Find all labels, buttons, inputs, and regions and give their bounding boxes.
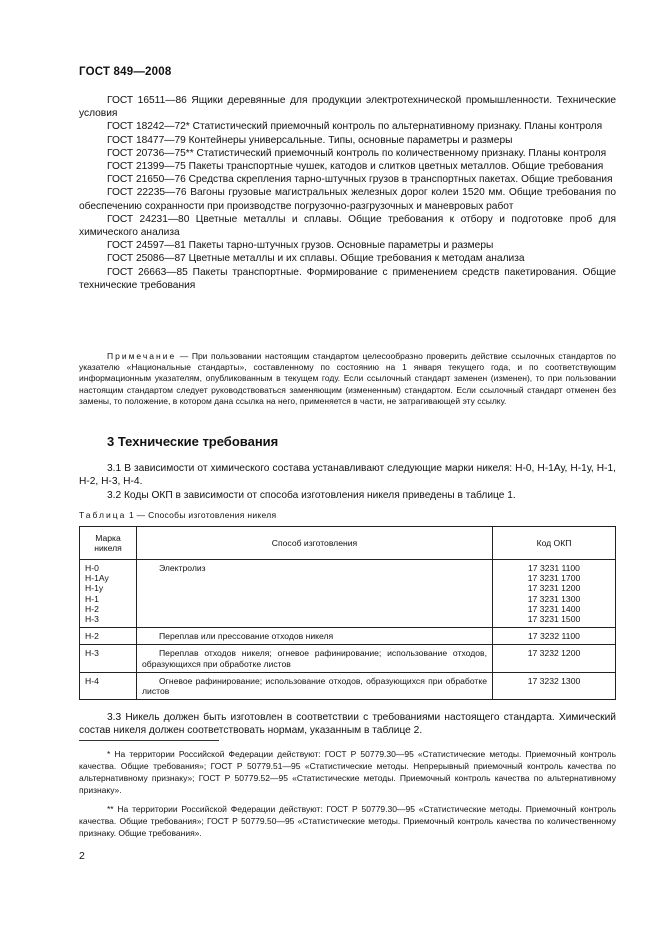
reference-item: ГОСТ 24231—80 Цветные металлы и сплавы. Общие требования к отбору и подготовке проб для химического анализа <box>79 213 616 239</box>
footnote: * На территории Российской Федерации действуют: ГОСТ Р 50779.30—95 «Статистические методы. Приемочный контроль качества. Общие требования»; ГОСТ Р 50779.51—95 «Статистические методы. Непрерывный приемочный контроль качества по альтернативному признаку»; ГОСТ Р 50779.52—95 «Статистические методы. Приемочный контроль качества по альтернативному признаку». <box>79 749 616 795</box>
reference-item: ГОСТ 24597—81 Пакеты тарно-штучных грузов. Основные параметры и размеры <box>107 240 494 252</box>
cell-code: 17 3232 1200 <box>493 645 616 672</box>
header-grade: Марка никеля <box>80 527 137 560</box>
footnotes <box>79 748 616 846</box>
cell-code: 17 3231 1100 17 3231 1700 17 3231 1200 17 3231 1300 17 3231 1400 17 3231 1500 <box>493 560 616 628</box>
table-header-row <box>80 527 616 560</box>
cell-grade: Н-3 <box>80 645 137 672</box>
reference-item: ГОСТ 21399—75 Пакеты транспортные чушек, катодов и слитков цветных металлов. Общие требования <box>107 161 604 173</box>
normative-references-list <box>79 94 616 292</box>
cell-grade: Н-0 Н-1Ау Н-1у Н-1 Н-2 Н-3 <box>80 560 137 628</box>
table-caption <box>79 510 276 520</box>
note-text: — При пользовании настоящим стандартом целесообразно проверить действие ссылочных стандартов по указателю «Национальные стандарты», составленному по состоянию на 1 января текущего года, и по соответствующим информационным указателям, опубликованным в текущем году. Если ссылочный стандарт заменен (изменен), то при пользовании настоящим стандартом следует руководствоваться заменяющим (измененным) стандартом. Если ссылочный стандарт отменен без замены, то положение, в котором дана ссылка на него, применяется в части, не затрагивающей эту ссылку. <box>79 351 616 406</box>
cell-method: Переплав или прессование отходов никеля <box>137 628 493 645</box>
cell-grade: Н-4 <box>80 672 137 699</box>
section-title: 3 Технические требования <box>107 434 279 449</box>
footnote-divider <box>79 740 219 741</box>
reference-item: ГОСТ 20736—75** Статистический приемочный контроль по количественному признаку. Планы контроля <box>107 147 607 159</box>
reference-item: ГОСТ 21650—76 Средства скрепления тарно-штучных грузов в транспортных пакетах. Общие требования <box>107 174 613 186</box>
section-body <box>79 462 616 502</box>
cell-method: Электролиз <box>137 560 493 628</box>
table-caption-label: Таблица <box>79 510 127 520</box>
paragraph: 3.3 Никель должен быть изготовлен в соответствии с требованиями настоящего стандарта. Химический состав никеля должен соответствовать нормам, указанным в таблице 2. <box>79 712 616 737</box>
paragraph: 3.2 Коды ОКП в зависимости от способа изготовления никеля приведены в таблице 1. <box>107 489 516 501</box>
header-method: Способ изготовления <box>137 527 493 560</box>
table-row <box>80 628 616 645</box>
cell-method: Огневое рафинирование; использование отходов, образующихся при обработке листов <box>137 672 493 699</box>
reference-item: ГОСТ 18242—72* Статистический приемочный контроль по альтернативному признаку. Планы контроля <box>107 121 603 133</box>
page-number: 2 <box>79 850 85 862</box>
footnote: ** На территории Российской Федерации действуют: ГОСТ Р 50779.30—95 «Статистические методы. Приемочный контроль качества. Общие требования»; ГОСТ Р 50779.50—95 «Статистические методы. Приемочный контроль качества по количественному признаку. Общие требования». <box>79 804 616 838</box>
note-label: Примечание <box>107 351 177 361</box>
table-row <box>80 645 616 672</box>
table-row <box>80 672 616 699</box>
cell-code: 17 3232 1300 <box>493 672 616 699</box>
cell-grade: Н-2 <box>80 628 137 645</box>
page-header: ГОСТ 849—2008 <box>79 66 172 78</box>
nickel-production-table <box>79 526 616 700</box>
reference-item: ГОСТ 22235—76 Вагоны грузовые магистральных железных дорог колеи 1520 мм. Общие требования по обеспечению сохранности при производстве погрузочно-разгрузочных и маневровых работ <box>79 187 616 212</box>
after-table-text <box>79 711 616 738</box>
reference-item: ГОСТ 26663—85 Пакеты транспортные. Формирование с применением средств пакетирования. Общие технические требования <box>79 266 616 291</box>
note-block <box>79 351 616 407</box>
reference-item: ГОСТ 18477—79 Контейнеры универсальные. Типы, основные параметры и размеры <box>107 134 513 146</box>
table-row <box>80 560 616 628</box>
table-caption-text: 1 — Способы изготовления никеля <box>126 510 277 520</box>
header-code: Код ОКП <box>493 527 616 560</box>
cell-code: 17 3232 1100 <box>493 628 616 645</box>
reference-item: ГОСТ 16511—86 Ящики деревянные для продукции электротехнической промышленности. Технические условия <box>79 95 616 120</box>
cell-method: Переплав отходов никеля; огневое рафинирование; использование отходов, образующихся при обработке листов <box>137 645 493 672</box>
paragraph: 3.1 В зависимости от химического состава устанавливают следующие марки никеля: Н-0, Н-1Ау, Н-1у, Н-1, Н-2, Н-3, Н-4. <box>79 463 616 488</box>
reference-item: ГОСТ 25086—87 Цветные металлы и их сплавы. Общие требования к методам анализа <box>107 253 525 265</box>
